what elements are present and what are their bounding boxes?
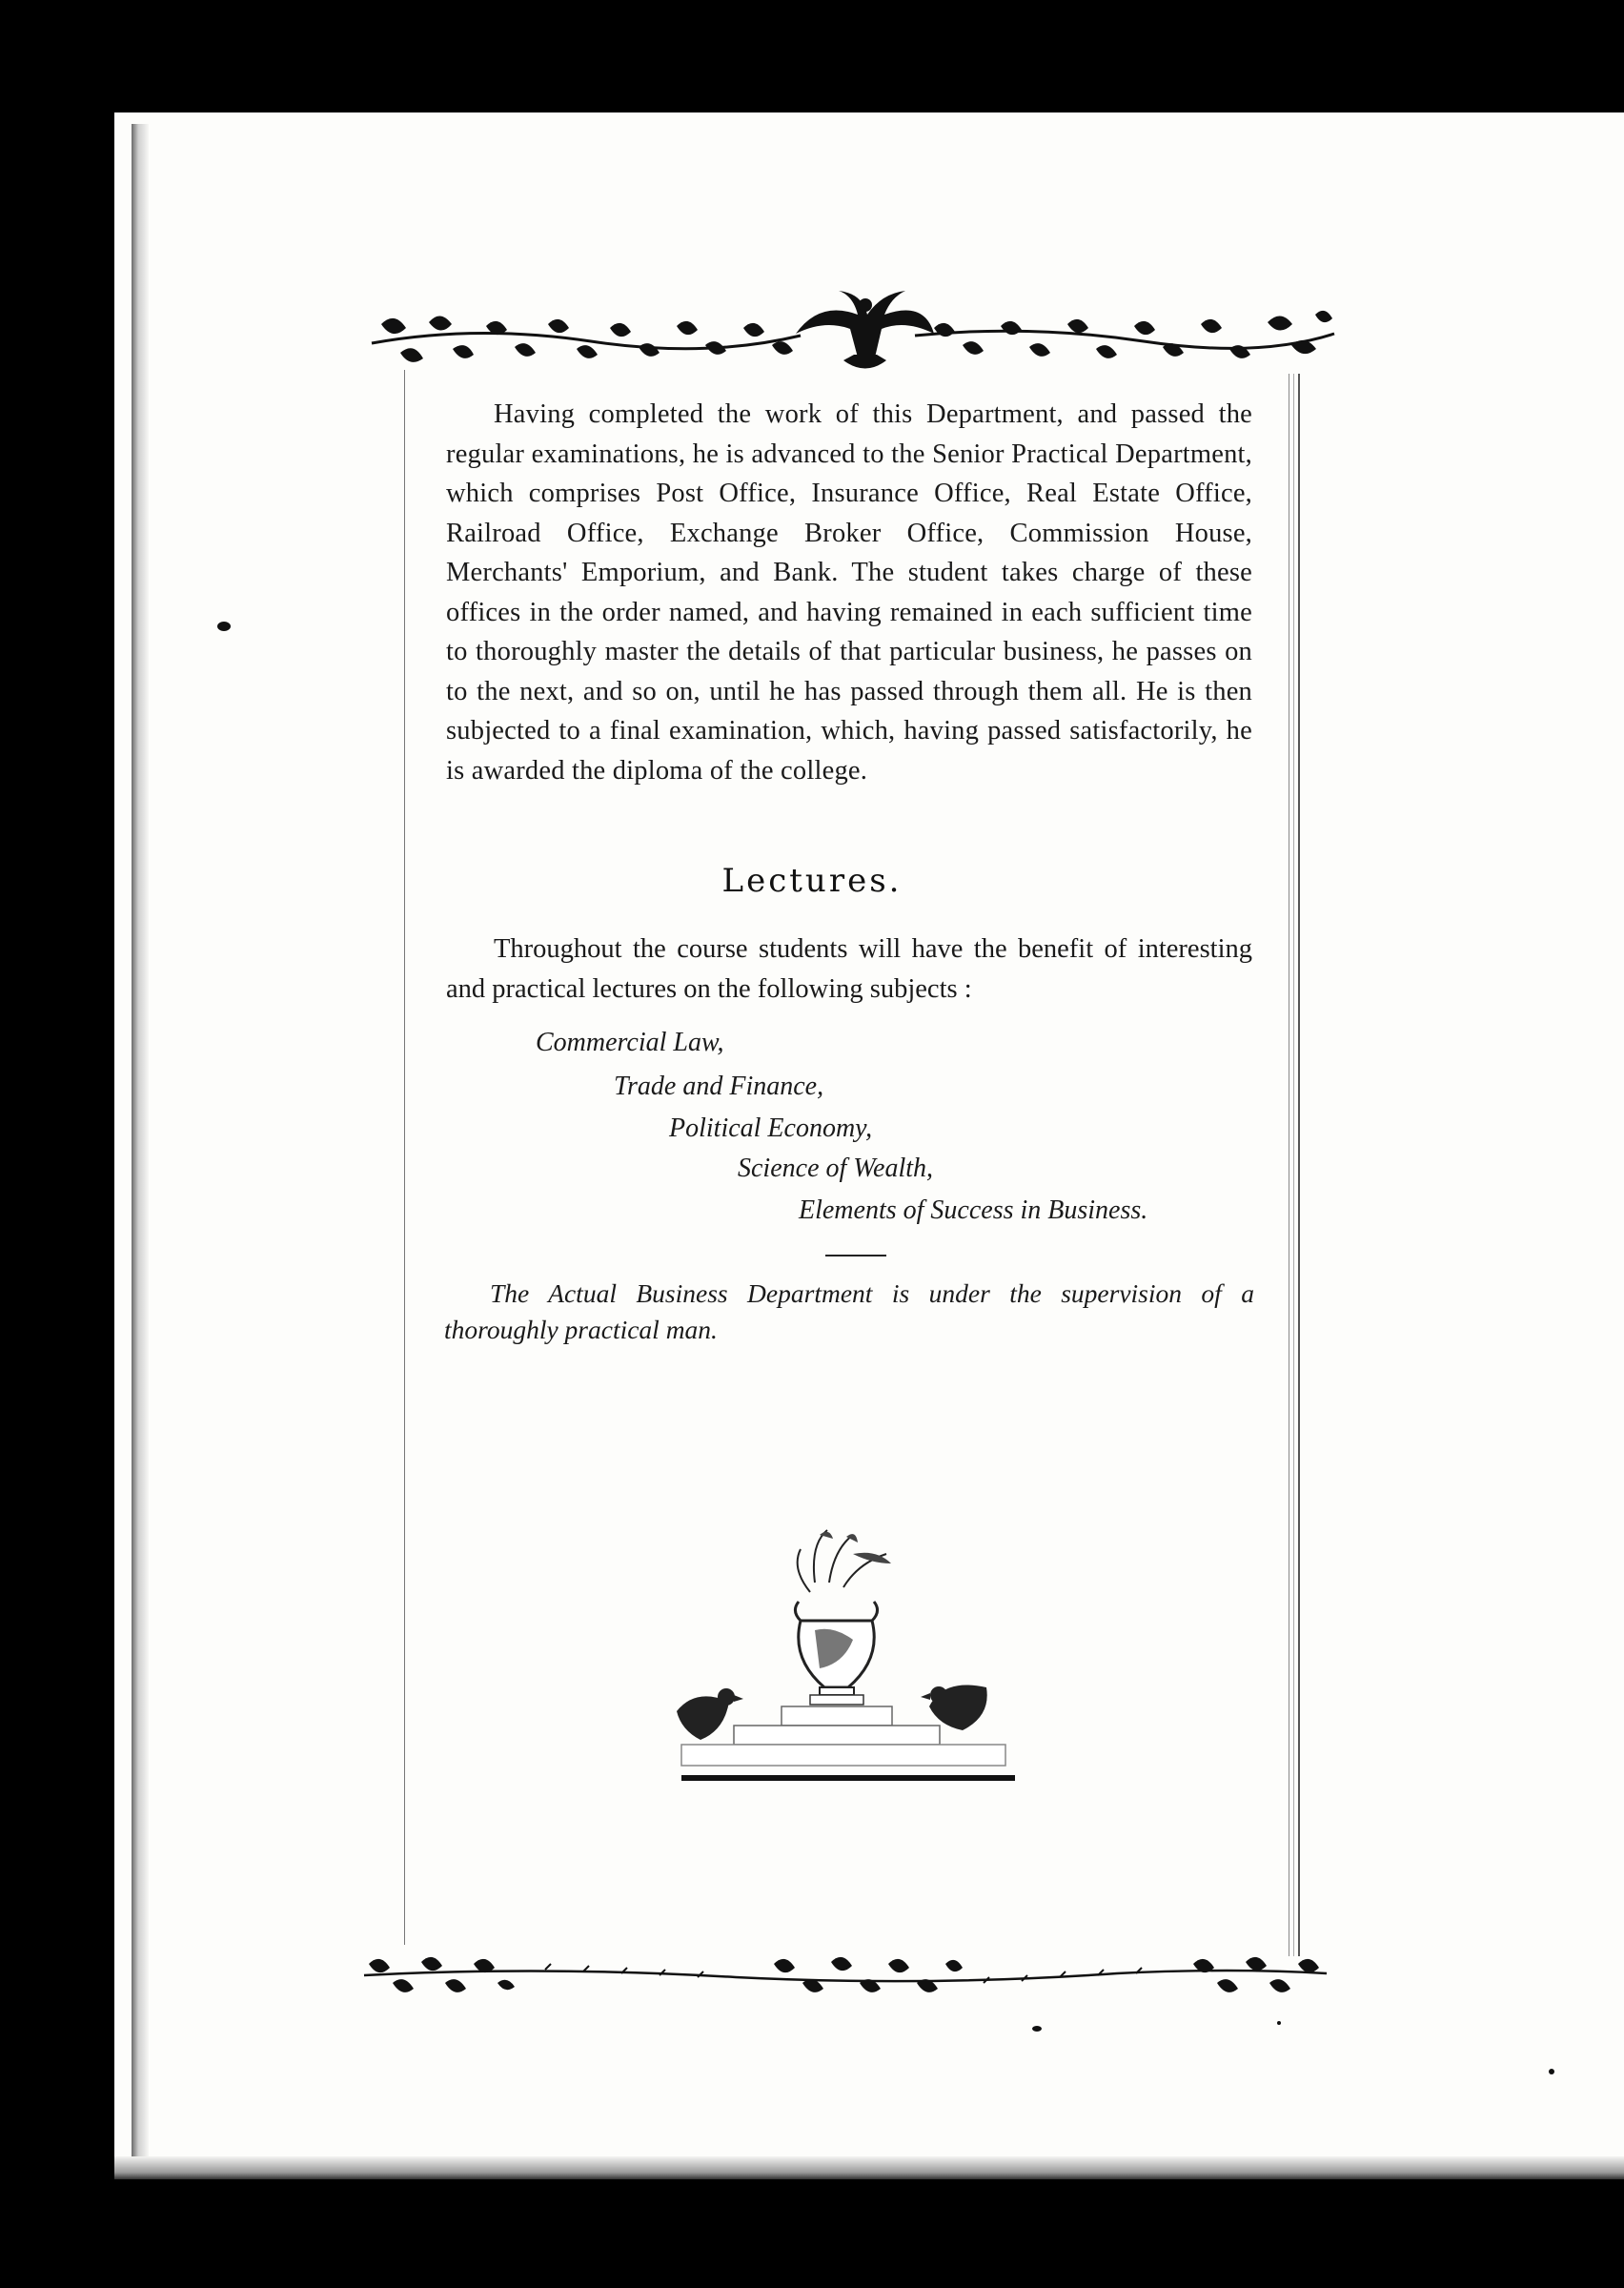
subject-item: Science of Wealth, <box>738 1154 934 1183</box>
eagle-emblem <box>796 291 934 369</box>
lectures-intro-block <box>446 930 1252 1009</box>
scan-speck <box>1277 2021 1281 2025</box>
scan-speck <box>217 622 231 631</box>
page-bottom-edge <box>114 2156 1624 2179</box>
bottom-vine-border <box>355 1945 1336 2002</box>
main-paragraph <box>446 395 1252 790</box>
page-binding-edge <box>132 124 149 2164</box>
urn-bird-vignette <box>658 1525 1020 1792</box>
lectures-heading: Lectures. <box>721 862 903 900</box>
scan-speck <box>1549 2069 1554 2074</box>
paragraph-senior-department: Having completed the work of this Department, and passed the regular examinations, he is advanced to the Senior Practical Department, which comprises Post Office, Insurance Office, Real Estate Office, Railroad Office, Exchange Broker Office, Commission House, Merchants' Emporium, and Bank. The student takes charge of these offices in the order named, and having remained in each sufficient time to thoroughly master the details of that particular business, he passes on to the next, and so on, until he has passed through them all. He is then subjected to a final examination, which, having passed satisfactorily, he is awarded the diploma of the college. <box>446 399 1252 786</box>
subject-item: Political Economy, <box>669 1113 873 1143</box>
separator-rule <box>825 1255 886 1256</box>
right-bird <box>921 1685 987 1731</box>
frame-rule-right-outer <box>1298 374 1300 1956</box>
scan-speck <box>1032 2026 1042 2032</box>
top-vine-border <box>362 286 1344 381</box>
subject-item: Commercial Law, <box>536 1028 724 1057</box>
subject-item: Trade and Finance, <box>614 1072 824 1101</box>
frame-rule-right-fine <box>1293 374 1294 1956</box>
closing-note: The Actual Business Department is under the supervision of a thoroughly practical man. <box>444 1278 1254 1344</box>
subject-item: Elements of Success in Business. <box>799 1195 1148 1225</box>
closing-note-block <box>444 1276 1254 1348</box>
frame-rule-left <box>404 370 405 1945</box>
lectures-intro: Throughout the course students will have the benefit of interesting and practical lectures on the following subjects : <box>446 934 1252 1004</box>
